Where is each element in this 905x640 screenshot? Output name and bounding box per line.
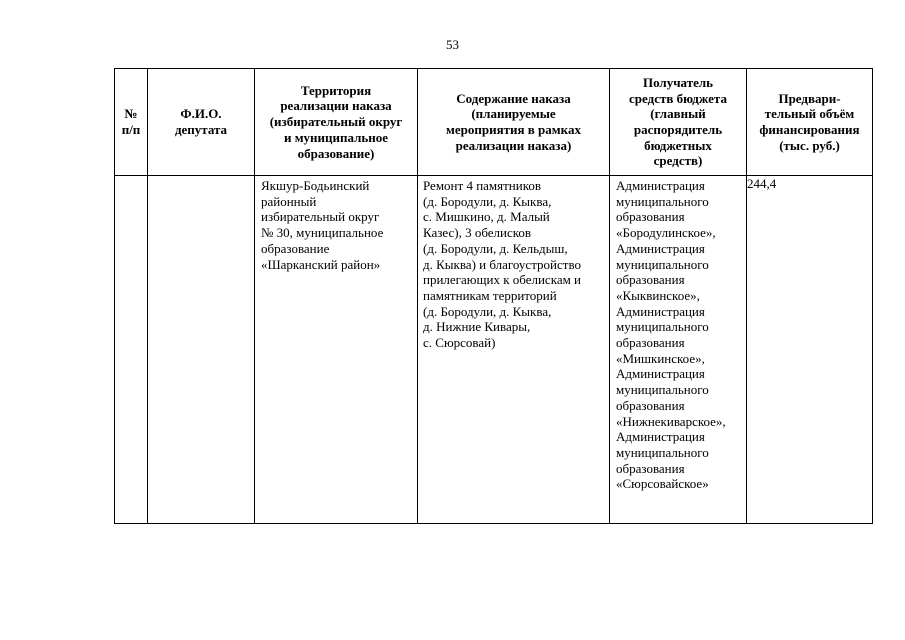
- header-territory: Территория реализации наказа (избирательный округ и муниципальное образование): [255, 69, 418, 176]
- cell-amount: [747, 176, 873, 524]
- amount-value: 244,4: [747, 176, 777, 191]
- header-num: № п/п: [115, 69, 148, 176]
- cell-territory: Якшур-Бодьинский районный избирательный округ № 30, муниципальное образование «Шарканский район»: [255, 176, 418, 524]
- cell-recipient: Администрация муниципального образования «Бородулинское», Администрация муниципального образования «Кыквинское», Администрация муниципального образования «Мишкинское», Администрация муниципального образования «Нижнекиварское», Администрация муниципального образования «Сюрсовайское»: [610, 176, 747, 524]
- cell-num: [115, 176, 148, 524]
- table-header-row: [115, 69, 873, 176]
- page-number: 53: [446, 37, 459, 52]
- cell-content: Ремонт 4 памятников (д. Бородули, д. Кыква, с. Мишкино, д. Малый Казес), 3 обелисков (д. Бородули, д. Кельдыш, д. Кыква) и благоустройство прилегающих к обелискам и памятникам территорий (д. Бородули, д. Кыква, д. Нижние Кивары, с. Сюрсовай): [418, 176, 610, 524]
- header-content: Содержание наказа (планируемые мероприятия в рамках реализации наказа): [418, 69, 610, 176]
- header-recipient: Получатель средств бюджета (главный распорядитель бюджетных средств): [610, 69, 747, 176]
- orders-table: [114, 68, 873, 524]
- table-row: [115, 176, 873, 524]
- cell-fio: [148, 176, 255, 524]
- header-fio: Ф.И.О. депутата: [148, 69, 255, 176]
- header-amount: Предвари- тельный объём финансирования (тыс. руб.): [747, 69, 873, 176]
